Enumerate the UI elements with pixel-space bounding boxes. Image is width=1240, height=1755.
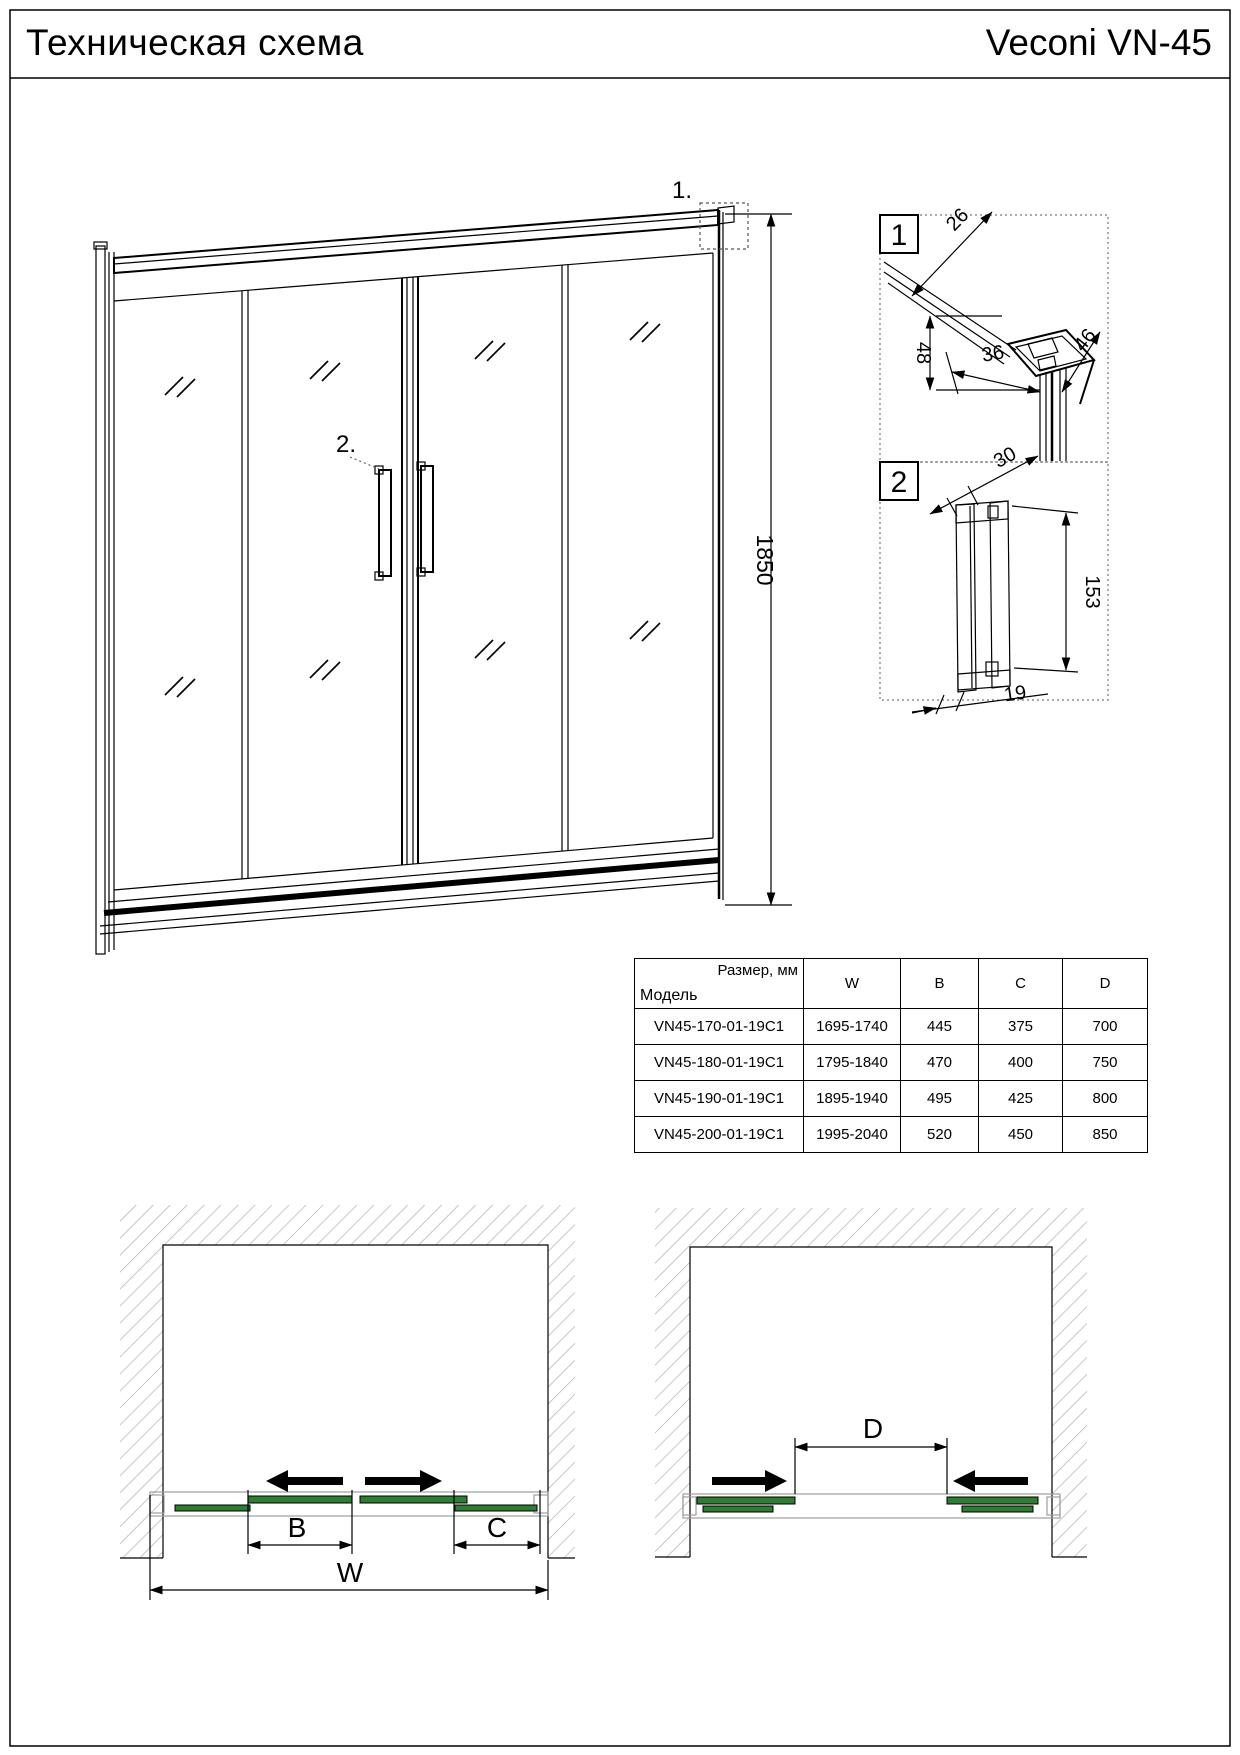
svg-text:46: 46 <box>1069 324 1101 356</box>
b-cell: 470 <box>901 1045 979 1081</box>
slide-arrow-inward-left <box>712 1470 787 1492</box>
table-corner-cell <box>635 959 804 1009</box>
b-cell: 520 <box>901 1117 979 1153</box>
page-title: Техническая схема <box>26 22 364 63</box>
svg-text:W: W <box>336 1557 364 1588</box>
c-cell: 400 <box>979 1045 1063 1081</box>
detail-1-dim-48 <box>912 316 1040 390</box>
slide-arrow-inward-right <box>953 1470 1028 1492</box>
svg-text:48: 48 <box>912 341 934 365</box>
svg-text:153: 153 <box>1081 575 1103 609</box>
svg-text:26: 26 <box>942 204 974 236</box>
d-cell: 850 <box>1063 1117 1148 1153</box>
detail-1-dim-36 <box>946 341 1040 394</box>
height-dimension <box>725 214 792 905</box>
table-row <box>635 1117 1148 1153</box>
model-cell: VN45-170-01-19C1 <box>635 1009 804 1045</box>
w-cell: 1795-1840 <box>804 1045 901 1081</box>
detail-2-handle <box>880 443 1108 714</box>
b-cell: 445 <box>901 1009 979 1045</box>
d-cell: 750 <box>1063 1045 1148 1081</box>
glass-panel-bars-open <box>697 1497 1038 1512</box>
svg-text:19: 19 <box>1002 681 1028 707</box>
col-header-w: W <box>804 959 901 1009</box>
d-cell: 700 <box>1063 1009 1148 1045</box>
col-header-d: D <box>1063 959 1148 1009</box>
w-cell: 1995-2040 <box>804 1117 901 1153</box>
detail-1-dim-46 <box>1062 325 1101 392</box>
w-cell: 1895-1940 <box>804 1081 901 1117</box>
corner-label-size: Размер, мм <box>717 962 798 979</box>
detail-1-number: 1 <box>890 219 908 252</box>
col-header-b: B <box>901 959 979 1009</box>
c-cell: 425 <box>979 1081 1063 1117</box>
w-cell: 1695-1740 <box>804 1009 901 1045</box>
c-cell: 375 <box>979 1009 1063 1045</box>
height-dimension-label: 1850 <box>752 534 778 586</box>
table-row <box>635 1081 1148 1117</box>
table-row <box>635 1045 1148 1081</box>
corner-label-model: Модель <box>640 987 698 1004</box>
col-header-c: C <box>979 959 1063 1009</box>
detail-1-dim-26 <box>912 204 992 296</box>
model-cell: VN45-180-01-19C1 <box>635 1045 804 1081</box>
dim-D <box>795 1413 947 1494</box>
b-cell: 495 <box>901 1081 979 1117</box>
callout-1-label: 1. <box>671 177 692 204</box>
model-cell: VN45-200-01-19C1 <box>635 1117 804 1153</box>
detail-2-dim-153 <box>1012 506 1103 672</box>
page-border <box>10 10 1230 1746</box>
c-cell: 450 <box>979 1117 1063 1153</box>
door-handles <box>375 462 433 580</box>
svg-text:36: 36 <box>980 341 1006 367</box>
brand-model-title: Veconi VN-45 <box>985 22 1212 63</box>
detail-1-profile <box>880 204 1108 462</box>
size-table <box>634 958 1148 1153</box>
wall-hatch <box>120 1205 575 1245</box>
svg-text:C: C <box>486 1512 508 1543</box>
svg-text:30: 30 <box>990 442 1021 473</box>
model-cell: VN45-190-01-19C1 <box>635 1081 804 1117</box>
callout-2-label: 2. <box>335 431 356 458</box>
plan-view-open <box>655 1208 1087 1557</box>
plan-view-closed <box>120 1205 575 1600</box>
slide-arrow-left <box>266 1470 343 1492</box>
slide-arrow-right <box>365 1470 442 1492</box>
table-row <box>635 1009 1148 1045</box>
detail-2-dim-19 <box>912 682 1048 714</box>
svg-text:B: B <box>287 1512 307 1543</box>
glass-panel-bars <box>175 1496 537 1511</box>
detail-2-dim-30 <box>930 443 1038 516</box>
svg-text:D: D <box>862 1413 884 1444</box>
d-cell: 800 <box>1063 1081 1148 1117</box>
detail-2-number: 2 <box>890 466 908 499</box>
front-view-drawing <box>94 177 792 954</box>
